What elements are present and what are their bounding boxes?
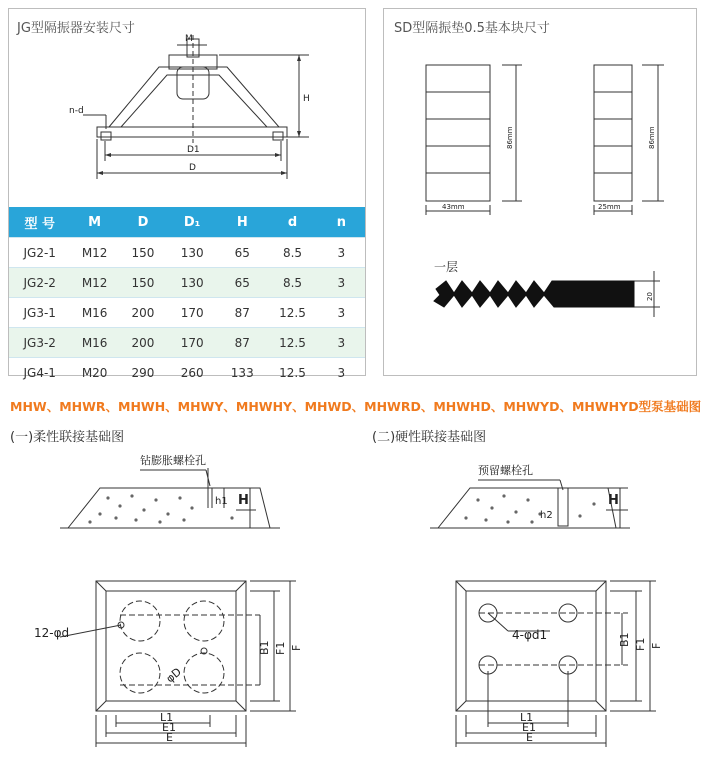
sd-layer-label: 一层 [434,260,459,274]
table-cell: 8.5 [267,268,317,298]
flexible-h-label: H [238,493,249,508]
table-cell: 200 [119,328,167,358]
table-cell: JG3-1 [9,298,70,328]
table-cell: 260 [167,358,217,388]
header-d: D [119,207,167,238]
rigid-f-label: F [650,642,663,649]
table-row [9,328,365,358]
table-cell: 3 [318,238,365,268]
table-cell: 150 [119,268,167,298]
table-cell: 170 [167,328,217,358]
rigid-h2-label: h2 [540,510,553,521]
table-cell: 170 [167,298,217,328]
table-header-row [9,207,365,238]
table-cell: JG2-2 [9,268,70,298]
table-cell: 3 [318,358,365,388]
rigid-plan-view [400,575,700,765]
header-n: n [318,207,365,238]
table-cell: 290 [119,358,167,388]
table-row [9,358,365,388]
header-model: 型 号 [9,207,70,238]
table-cell: 87 [217,328,267,358]
table-cell: 87 [217,298,267,328]
jg-drawing [9,9,365,207]
table-cell: 150 [119,238,167,268]
rigid-title: (二)硬性联接基础图 [372,430,487,445]
table-row [9,268,365,298]
sd-layer-profile [434,281,634,307]
table-row [9,298,365,328]
table-cell: JG4-1 [9,358,70,388]
rigid-l1-label: L1 [520,711,534,724]
flexible-hole-label: 12-φd [34,626,70,640]
rigid-hole-label: 4-φd1 [512,628,548,642]
sd-panel-title: SD型隔振垫0.5基本块尺寸 [394,21,550,36]
table-cell: JG2-1 [9,238,70,268]
flexible-h1-label: h1 [215,496,228,507]
rigid-b1-label: B1 [618,632,631,647]
table-cell: 130 [167,268,217,298]
table-row [9,238,365,268]
table-cell: 12.5 [267,358,317,388]
flexible-circle-label: φD [163,665,184,686]
flexible-bolt-label: 钻膨胀螺栓孔 [140,454,206,467]
table-cell: M20 [70,358,118,388]
rigid-h-label: H [608,493,619,508]
table-cell: 8.5 [267,238,317,268]
flexible-e-label: E [166,731,173,744]
table-cell: M16 [70,328,118,358]
header-h: H [217,207,267,238]
table-cell: 12.5 [267,328,317,358]
table-cell: 3 [318,298,365,328]
rigid-bolt-label: 预留螺栓孔 [478,464,533,477]
jg-h-label: H [303,94,310,104]
flexible-section-view [60,448,390,538]
table-cell: 65 [217,238,267,268]
header-d1: D₁ [167,207,217,238]
jg-spec-table [9,207,365,387]
header-d-small: d [267,207,317,238]
flexible-e1-label: E1 [162,721,176,734]
table-cell: 133 [217,358,267,388]
table-cell: 130 [167,238,217,268]
table-cell: M12 [70,268,118,298]
jg-panel [8,8,366,380]
jg-d-label: D [189,163,196,173]
table-cell: 200 [119,298,167,328]
table-cell: M16 [70,298,118,328]
jg-panel-title: JG型隔振器安装尺寸 [17,21,135,36]
pump-section-title: MHW、MHWR、MHWH、MHWY、MHWHY、MHWD、MHWRD、MHWHD、MHWYD、MHWHYD型泵基础图 [10,399,702,414]
table-cell: M12 [70,238,118,268]
sd-panel [383,8,697,376]
table-cell: 65 [217,268,267,298]
sd-drawing [384,9,696,375]
rigid-f1-label: F1 [634,637,647,651]
table-cell: 3 [318,268,365,298]
sd-block1-width: 43mm [442,203,465,211]
sd-block1-height: 86mm [506,126,514,149]
table-cell: JG3-2 [9,328,70,358]
flexible-b1-label: B1 [258,640,271,655]
flexible-f1-label: F1 [274,641,287,655]
flexible-plan-view [20,575,360,765]
rigid-e1-label: E1 [522,721,536,734]
jg-m-label: M [185,34,193,44]
sd-block2-height: 86mm [648,126,656,149]
table-cell: 12.5 [267,298,317,328]
sd-block2-width: 25mm [598,203,621,211]
flexible-f-label: F [290,644,303,651]
table-cell: 3 [318,328,365,358]
sd-layer-thickness: 20 [646,292,654,301]
rigid-section-view [430,448,709,538]
rigid-e-label: E [526,731,533,744]
flexible-title: (一)柔性联接基础图 [10,430,125,445]
header-m: M [70,207,118,238]
flexible-l1-label: L1 [160,711,174,724]
jg-d1-label: D1 [187,145,200,155]
jg-nd-label: n-d [69,106,84,116]
